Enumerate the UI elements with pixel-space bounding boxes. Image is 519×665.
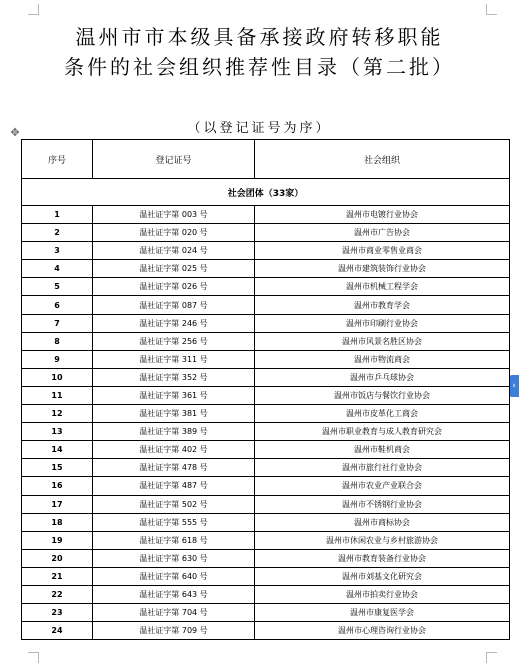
table-row bbox=[22, 332, 510, 350]
row-index-cell: 3 bbox=[22, 242, 93, 260]
organization-name-cell: 温州市物流商会 bbox=[255, 350, 510, 368]
registration-number-cell: 温社证字第 502 号 bbox=[93, 495, 255, 513]
row-index-cell: 10 bbox=[22, 368, 93, 386]
row-index-cell: 9 bbox=[22, 350, 93, 368]
organization-name-cell: 温州市乒乓球协会 bbox=[255, 368, 510, 386]
table-row bbox=[22, 549, 510, 567]
table-row bbox=[22, 513, 510, 531]
organization-name-cell: 温州市风景名胜区协会 bbox=[255, 332, 510, 350]
category-row bbox=[22, 179, 510, 206]
row-index-cell: 11 bbox=[22, 386, 93, 404]
organization-name-cell: 温州市刘基文化研究会 bbox=[255, 567, 510, 585]
table-row bbox=[22, 567, 510, 585]
organization-name-cell: 温州市拍卖行业协会 bbox=[255, 585, 510, 603]
table-row bbox=[22, 423, 510, 441]
document-title-line-2: 条件的社会组织推荐性目录（第二批） bbox=[64, 55, 455, 79]
column-header-organization: 社会组织 bbox=[255, 140, 510, 179]
organization-name-cell: 温州市印刷行业协会 bbox=[255, 314, 510, 332]
registration-number-cell: 温社证字第 640 号 bbox=[93, 567, 255, 585]
table-row bbox=[22, 242, 510, 260]
table-move-handle-icon[interactable]: ✥ bbox=[10, 126, 20, 139]
row-index-cell: 19 bbox=[22, 531, 93, 549]
row-index-cell: 7 bbox=[22, 314, 93, 332]
registration-number-cell: 温社证字第 246 号 bbox=[93, 314, 255, 332]
page-corner-mark-top-right bbox=[486, 4, 497, 15]
registration-number-cell: 温社证字第 381 号 bbox=[93, 405, 255, 423]
column-header-registration-number: 登记证号 bbox=[93, 140, 255, 179]
table-row bbox=[22, 495, 510, 513]
registration-number-cell: 温社证字第 003 号 bbox=[93, 206, 255, 224]
registration-number-cell: 温社证字第 352 号 bbox=[93, 368, 255, 386]
table-header-row bbox=[22, 140, 510, 179]
registration-number-cell: 温社证字第 026 号 bbox=[93, 278, 255, 296]
row-index-cell: 14 bbox=[22, 441, 93, 459]
table-row bbox=[22, 604, 510, 622]
row-index-cell: 13 bbox=[22, 423, 93, 441]
organization-name-cell: 温州市教育学会 bbox=[255, 296, 510, 314]
registration-number-cell: 温社证字第 618 号 bbox=[93, 531, 255, 549]
page-corner-mark-bottom-left bbox=[28, 652, 39, 663]
row-index-cell: 23 bbox=[22, 604, 93, 622]
table-row bbox=[22, 350, 510, 368]
organization-name-cell: 温州市饭店与餐饮行业协会 bbox=[255, 386, 510, 404]
table-row bbox=[22, 441, 510, 459]
organization-name-cell: 温州市机械工程学会 bbox=[255, 278, 510, 296]
organization-name-cell: 温州市建筑装饰行业协会 bbox=[255, 260, 510, 278]
side-panel-toggle-icon[interactable]: › bbox=[509, 375, 519, 397]
organization-name-cell: 温州市不锈钢行业协会 bbox=[255, 495, 510, 513]
registration-number-cell: 温社证字第 087 号 bbox=[93, 296, 255, 314]
page-corner-mark-bottom-right bbox=[486, 652, 497, 663]
row-index-cell: 18 bbox=[22, 513, 93, 531]
organization-table bbox=[21, 139, 510, 640]
table-row bbox=[22, 206, 510, 224]
row-index-cell: 20 bbox=[22, 549, 93, 567]
table-row bbox=[22, 296, 510, 314]
table-row bbox=[22, 531, 510, 549]
page-corner-mark-top-left bbox=[28, 4, 39, 15]
row-index-cell: 17 bbox=[22, 495, 93, 513]
table-row bbox=[22, 477, 510, 495]
registration-number-cell: 温社证字第 478 号 bbox=[93, 459, 255, 477]
category-label: 社会团体（33家） bbox=[22, 179, 510, 206]
document-subtitle: （以登记证号为序） bbox=[187, 121, 332, 136]
organization-name-cell: 温州市农业产业联合会 bbox=[255, 477, 510, 495]
organization-name-cell: 温州市皮革化工商会 bbox=[255, 405, 510, 423]
registration-number-cell: 温社证字第 389 号 bbox=[93, 423, 255, 441]
registration-number-cell: 温社证字第 704 号 bbox=[93, 604, 255, 622]
table-row bbox=[22, 459, 510, 477]
row-index-cell: 15 bbox=[22, 459, 93, 477]
row-index-cell: 4 bbox=[22, 260, 93, 278]
document-title-line-1: 温州市市本级具备承接政府转移职能 bbox=[75, 25, 444, 49]
row-index-cell: 21 bbox=[22, 567, 93, 585]
registration-number-cell: 温社证字第 487 号 bbox=[93, 477, 255, 495]
row-index-cell: 2 bbox=[22, 224, 93, 242]
row-index-cell: 8 bbox=[22, 332, 93, 350]
registration-number-cell: 温社证字第 643 号 bbox=[93, 585, 255, 603]
row-index-cell: 24 bbox=[22, 622, 93, 640]
organization-name-cell: 温州市职业教育与成人教育研究会 bbox=[255, 423, 510, 441]
organization-name-cell: 温州市商业零售业商会 bbox=[255, 242, 510, 260]
row-index-cell: 5 bbox=[22, 278, 93, 296]
row-index-cell: 12 bbox=[22, 405, 93, 423]
organization-name-cell: 温州市鞋机商会 bbox=[255, 441, 510, 459]
organization-name-cell: 温州市广告协会 bbox=[255, 224, 510, 242]
organization-name-cell: 温州市商标协会 bbox=[255, 513, 510, 531]
registration-number-cell: 温社证字第 709 号 bbox=[93, 622, 255, 640]
row-index-cell: 1 bbox=[22, 206, 93, 224]
table-row bbox=[22, 278, 510, 296]
table-row bbox=[22, 585, 510, 603]
organization-name-cell: 温州市教育装备行业协会 bbox=[255, 549, 510, 567]
organization-name-cell: 温州市电镀行业协会 bbox=[255, 206, 510, 224]
registration-number-cell: 温社证字第 024 号 bbox=[93, 242, 255, 260]
row-index-cell: 22 bbox=[22, 585, 93, 603]
organization-name-cell: 温州市心理咨询行业协会 bbox=[255, 622, 510, 640]
organization-name-cell: 温州市旅行社行业协会 bbox=[255, 459, 510, 477]
table-row bbox=[22, 224, 510, 242]
registration-number-cell: 温社证字第 311 号 bbox=[93, 350, 255, 368]
table-row bbox=[22, 622, 510, 640]
registration-number-cell: 温社证字第 402 号 bbox=[93, 441, 255, 459]
row-index-cell: 16 bbox=[22, 477, 93, 495]
table-row bbox=[22, 314, 510, 332]
organization-name-cell: 温州市康复医学会 bbox=[255, 604, 510, 622]
registration-number-cell: 温社证字第 025 号 bbox=[93, 260, 255, 278]
organization-name-cell: 温州市休闲农业与乡村旅游协会 bbox=[255, 531, 510, 549]
column-header-index: 序号 bbox=[22, 140, 93, 179]
table-row bbox=[22, 368, 510, 386]
row-index-cell: 6 bbox=[22, 296, 93, 314]
table-row bbox=[22, 405, 510, 423]
registration-number-cell: 温社证字第 256 号 bbox=[93, 332, 255, 350]
table-row bbox=[22, 260, 510, 278]
registration-number-cell: 温社证字第 361 号 bbox=[93, 386, 255, 404]
registration-number-cell: 温社证字第 555 号 bbox=[93, 513, 255, 531]
registration-number-cell: 温社证字第 020 号 bbox=[93, 224, 255, 242]
table-row bbox=[22, 386, 510, 404]
registration-number-cell: 温社证字第 630 号 bbox=[93, 549, 255, 567]
